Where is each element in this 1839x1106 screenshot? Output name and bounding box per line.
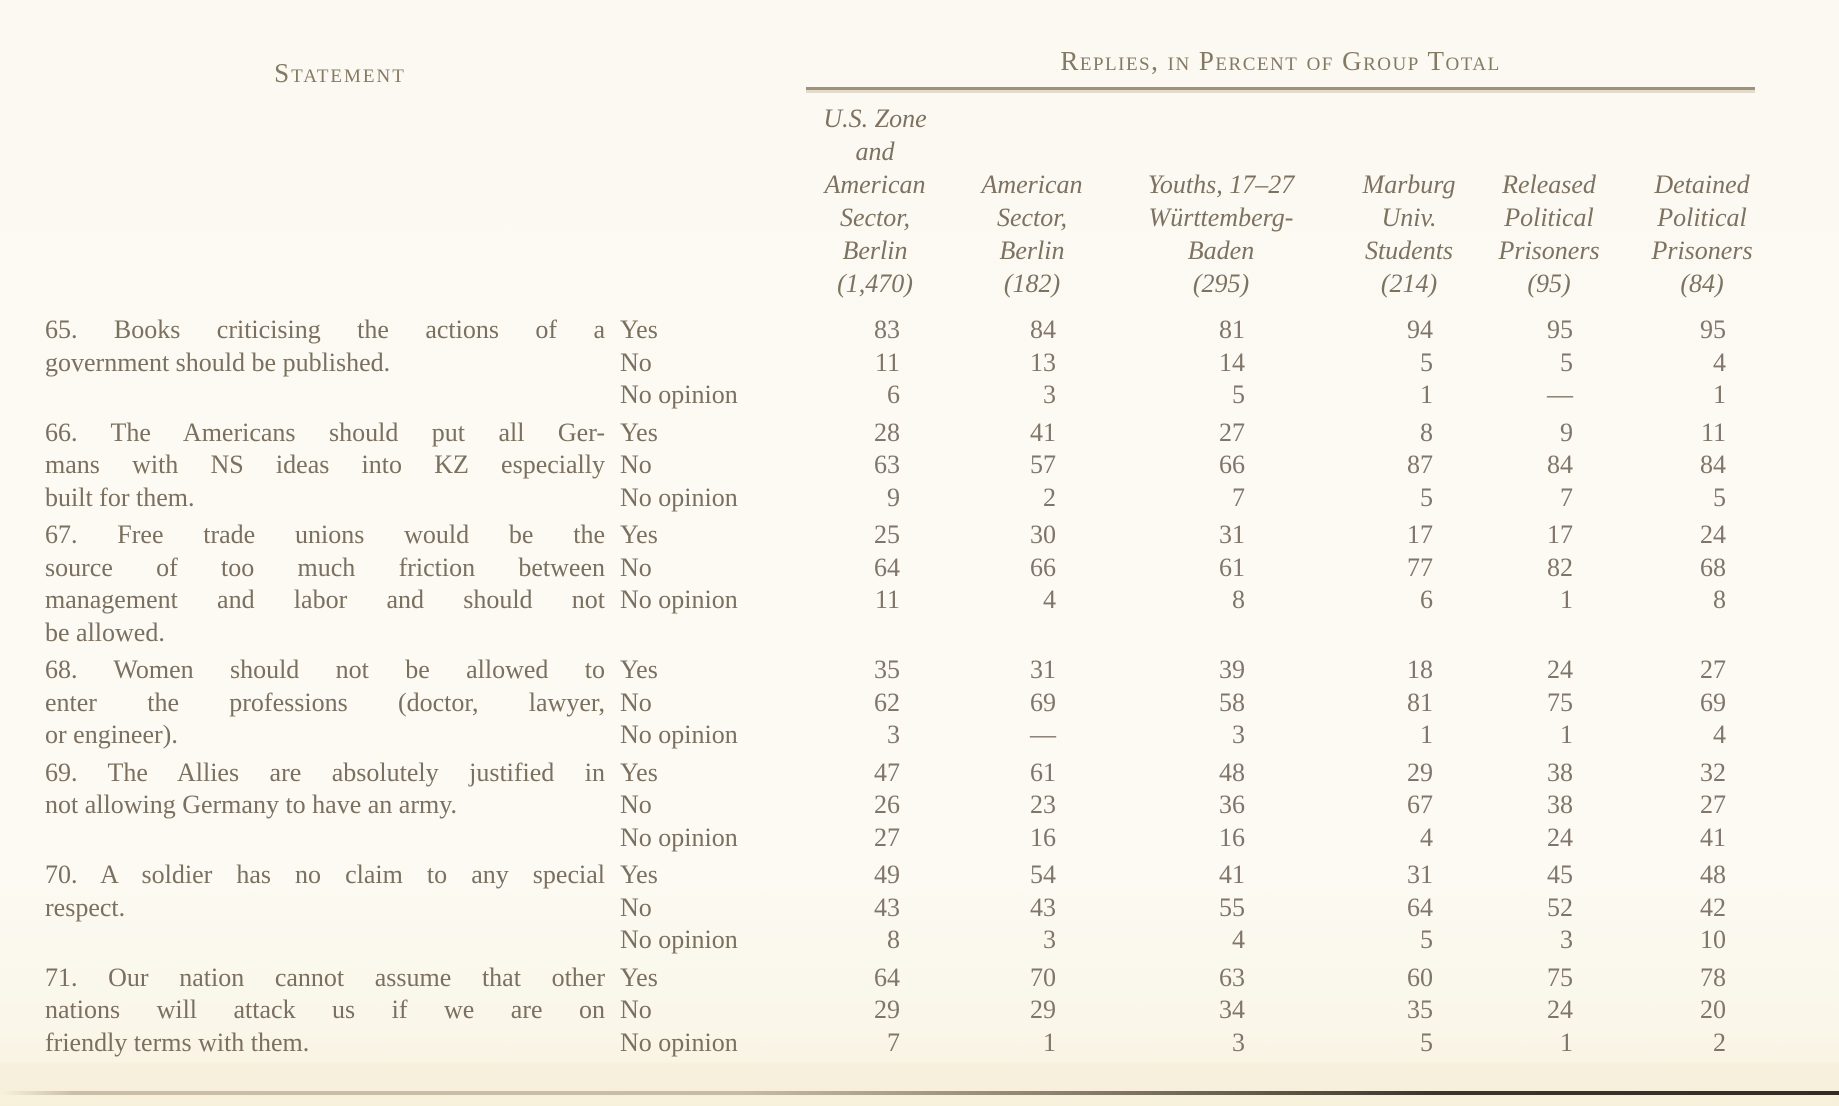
statement-text: Books criticising the actions of a: [113, 315, 606, 344]
column-header-line: (214): [1380, 269, 1438, 298]
value-yes: 31: [1219, 520, 1245, 549]
value-no: 26: [874, 790, 900, 819]
statement-line: not allowing Germany to have an army.: [45, 790, 458, 819]
column-header: [1096, 168, 1346, 300]
value-no_opinion: 1: [1713, 380, 1726, 409]
value-cell: [1470, 314, 1625, 412]
value-yes: 24: [1547, 655, 1573, 684]
value-yes: 48: [1700, 860, 1726, 889]
value-yes: 17: [1407, 520, 1433, 549]
value-cell: [790, 417, 960, 515]
response-labels-cell: [605, 859, 790, 957]
table-row: [0, 654, 1839, 752]
value-no_opinion: 4: [1713, 720, 1726, 749]
value-no_opinion: 4: [1420, 822, 1433, 852]
response-label: Yes: [620, 520, 658, 549]
value-cell: [790, 962, 960, 1060]
value-no_opinion: 5: [1420, 925, 1433, 954]
response-label: No opinion: [620, 720, 738, 749]
value-no: 66: [1219, 450, 1245, 479]
column-header-line: Sector,: [839, 203, 911, 232]
value-no_opinion: 1: [1560, 720, 1573, 749]
statement-number: 70.: [45, 860, 78, 889]
table-row: [0, 757, 1839, 855]
header-rule: [806, 87, 1755, 90]
value-no_opinion: 24: [1547, 822, 1573, 852]
column-header-line: Political: [1657, 203, 1747, 232]
statement-line: [45, 962, 605, 995]
statement-cell: [0, 962, 605, 1060]
statement-cell: [0, 519, 605, 649]
value-no: 62: [874, 687, 900, 717]
response-label: No: [620, 995, 652, 1024]
value-cell: [960, 859, 1105, 957]
value-cell: [1105, 314, 1330, 412]
value-no: 11: [874, 347, 900, 377]
value-no: 35: [1407, 995, 1433, 1024]
value-yes: 24: [1700, 520, 1726, 549]
value-no: 52: [1547, 892, 1573, 922]
value-yes: 28: [874, 417, 900, 447]
statement-text: Free trade unions would be the: [117, 520, 605, 549]
value-no: 64: [1407, 892, 1433, 922]
value-cell: [960, 757, 1105, 855]
value-yes: 78: [1700, 962, 1726, 992]
value-no_opinion: 7: [1232, 482, 1245, 512]
value-no: 29: [1030, 995, 1056, 1024]
value-no_opinion: 2: [1043, 482, 1056, 512]
value-yes: 48: [1219, 757, 1245, 787]
value-no_opinion: 3: [1560, 925, 1573, 954]
statement-cell: [0, 417, 605, 515]
column-header-line: American: [981, 170, 1083, 199]
response-labels-cell: [605, 314, 790, 412]
response-label: Yes: [620, 757, 658, 787]
table-row: [0, 962, 1839, 1060]
value-cell: [960, 519, 1105, 617]
value-yes: 83: [874, 315, 900, 344]
value-yes: 39: [1219, 655, 1245, 684]
statement-number: 65.: [45, 315, 78, 344]
value-yes: 64: [874, 962, 900, 992]
column-header-line: Württemberg-: [1148, 203, 1294, 232]
value-no_opinion: 3: [1043, 380, 1056, 409]
statement-text: The Americans should put all Ger-: [110, 417, 605, 447]
value-no: 84: [1700, 450, 1726, 479]
value-cell: [1470, 654, 1625, 752]
column-header-line: U.S. Zone: [823, 104, 927, 133]
statement-number: 68.: [45, 655, 78, 684]
column-header: [1607, 168, 1797, 300]
value-cell: [1105, 962, 1330, 1060]
statement-line: management and labor and should not: [45, 585, 605, 614]
column-header-line: Sector,: [996, 203, 1068, 232]
value-no_opinion: 41: [1700, 822, 1726, 852]
value-no: 57: [1030, 450, 1056, 479]
value-cell: [1330, 654, 1470, 752]
value-yes: 17: [1547, 520, 1573, 549]
value-cell: [1625, 859, 1780, 957]
value-no: 69: [1700, 687, 1726, 717]
value-yes: 31: [1407, 860, 1433, 889]
statement-text: Our nation cannot assume that other: [108, 962, 605, 992]
column-header-line: (95): [1527, 269, 1571, 298]
statement-line: [45, 859, 605, 892]
statement-line: enter the professions (doctor, lawyer,: [45, 687, 605, 717]
value-yes: 54: [1030, 860, 1056, 889]
value-yes: 47: [874, 757, 900, 787]
value-no: 61: [1219, 552, 1245, 582]
value-cell: [1330, 757, 1470, 855]
column-header-line: Political: [1504, 203, 1594, 232]
value-no: 43: [1030, 892, 1056, 922]
value-no_opinion: 3: [1043, 925, 1056, 954]
statement-line: mans with NS ideas into KZ especially: [45, 450, 605, 479]
value-no: 23: [1030, 790, 1056, 819]
value-no_opinion: 4: [1232, 925, 1245, 954]
statement-line: [45, 757, 605, 790]
value-cell: [1105, 757, 1330, 855]
value-no: 36: [1219, 790, 1245, 819]
value-no: 67: [1407, 790, 1433, 819]
statement-cell: [0, 859, 605, 924]
value-no_opinion: 1: [1560, 1027, 1573, 1057]
value-no_opinion: 8: [1232, 585, 1245, 614]
response-labels-cell: [605, 654, 790, 752]
value-cell: [960, 962, 1105, 1060]
value-no_opinion: 1: [1420, 720, 1433, 749]
statement-line: friendly terms with them.: [45, 1027, 310, 1057]
value-yes: 41: [1030, 417, 1056, 447]
response-label: No: [620, 450, 652, 479]
value-no_opinion: 16: [1030, 822, 1056, 852]
column-header-line: Univ.: [1381, 203, 1437, 232]
value-no_opinion: 10: [1700, 925, 1726, 954]
value-no: 58: [1219, 687, 1245, 717]
statement-line: or engineer).: [45, 720, 178, 749]
value-yes: 38: [1547, 757, 1573, 787]
response-label: No: [620, 687, 652, 717]
statement-number: 66.: [45, 417, 78, 447]
value-no_opinion: 7: [1560, 482, 1573, 512]
value-no_opinion: 3: [1232, 1027, 1245, 1057]
value-cell: [960, 417, 1105, 515]
value-no_opinion: 5: [1713, 482, 1726, 512]
statement-column-title: Statement: [274, 58, 406, 88]
value-no_opinion: 5: [1420, 482, 1433, 512]
response-label: Yes: [620, 860, 658, 889]
value-yes: 95: [1547, 315, 1573, 344]
value-no: 13: [1030, 347, 1056, 377]
column-header-line: Detained: [1654, 170, 1750, 199]
value-no: 69: [1030, 687, 1056, 717]
statement-text: Women should not be allowed to: [113, 655, 606, 684]
value-no: 4: [1713, 347, 1726, 377]
value-yes: 75: [1547, 962, 1573, 992]
column-header-line: Youths, 17–27: [1147, 170, 1295, 199]
statement-line: be allowed.: [45, 617, 165, 647]
value-yes: 63: [1219, 962, 1245, 992]
value-cell: [1330, 519, 1470, 617]
value-no_opinion: 2: [1713, 1027, 1726, 1057]
value-yes: 29: [1407, 757, 1433, 787]
value-cell: [960, 314, 1105, 412]
value-yes: 70: [1030, 962, 1056, 992]
value-cell: [1470, 417, 1625, 515]
column-header-line: and: [855, 137, 895, 166]
response-label: No opinion: [620, 1027, 738, 1057]
value-no: 20: [1700, 995, 1726, 1024]
value-cell: [1105, 417, 1330, 515]
column-header-line: Baden: [1187, 236, 1255, 265]
response-label: Yes: [620, 315, 658, 344]
statement-text: A soldier has no claim to any special: [100, 860, 605, 889]
response-label: No opinion: [620, 482, 738, 512]
column-header-line: Prisoners: [1498, 236, 1600, 265]
value-no_opinion: 5: [1232, 380, 1245, 409]
value-no: 84: [1547, 450, 1573, 479]
table-row: [0, 314, 1839, 412]
value-cell: [1105, 859, 1330, 957]
table-row: [0, 417, 1839, 515]
response-label: Yes: [620, 655, 658, 684]
response-labels-cell: [605, 417, 790, 515]
statement-text: The Allies are absolutely justified in: [107, 757, 606, 787]
value-no: 29: [874, 995, 900, 1024]
value-cell: [1330, 417, 1470, 515]
value-cell: [790, 859, 960, 957]
value-yes: 84: [1030, 315, 1056, 344]
value-no_opinion: —: [1547, 380, 1573, 409]
value-yes: 94: [1407, 315, 1433, 344]
value-no: 75: [1547, 687, 1573, 717]
value-yes: 25: [874, 520, 900, 549]
value-no: 27: [1700, 790, 1726, 819]
value-cell: [1470, 757, 1625, 855]
value-no_opinion: 5: [1420, 1027, 1433, 1057]
response-label: Yes: [620, 417, 658, 447]
response-label: No opinion: [620, 585, 738, 614]
value-yes: 9: [1560, 417, 1573, 447]
value-no: 43: [874, 892, 900, 922]
value-cell: [1625, 314, 1780, 412]
statement-number: 71.: [45, 962, 78, 992]
value-no_opinion: 4: [1043, 585, 1056, 614]
value-yes: 41: [1219, 860, 1245, 889]
value-no: 64: [874, 552, 900, 582]
statement-line: [45, 654, 605, 687]
value-no: 14: [1219, 347, 1245, 377]
value-yes: 11: [1700, 417, 1726, 447]
page-bottom-rule: [0, 1091, 1839, 1095]
column-header-line: Prisoners: [1651, 236, 1753, 265]
column-header-line: American: [824, 170, 926, 199]
value-no_opinion: 1: [1043, 1027, 1056, 1057]
value-cell: [1625, 757, 1780, 855]
column-header-line: Marburg: [1362, 170, 1456, 199]
value-no_opinion: 7: [887, 1027, 900, 1057]
response-labels-cell: [605, 757, 790, 855]
value-yes: 60: [1407, 962, 1433, 992]
page-bottom-band: [0, 1063, 1839, 1091]
column-header-line: (182): [1003, 269, 1061, 298]
value-yes: 45: [1547, 860, 1573, 889]
column-header-line: Students: [1364, 236, 1454, 265]
value-cell: [1470, 962, 1625, 1060]
column-header-line: Berlin: [999, 236, 1065, 265]
value-cell: [1330, 962, 1470, 1060]
statement-line: government should be published.: [45, 347, 391, 377]
value-no: 5: [1560, 347, 1573, 377]
value-yes: 32: [1700, 757, 1726, 787]
value-cell: [1625, 962, 1780, 1060]
value-yes: 35: [874, 655, 900, 684]
value-no_opinion: 16: [1219, 822, 1245, 852]
statement-number: 69.: [45, 757, 78, 787]
value-no_opinion: 11: [874, 585, 900, 614]
value-cell: [1470, 519, 1625, 617]
response-label: No opinion: [620, 380, 738, 409]
value-no_opinion: 9: [887, 482, 900, 512]
statement-cell: [0, 654, 605, 752]
response-label: Yes: [620, 962, 658, 992]
value-yes: 49: [874, 860, 900, 889]
value-no_opinion: 8: [1713, 585, 1726, 614]
statement-line: nations will attack us if we are on: [45, 995, 605, 1024]
value-cell: [790, 314, 960, 412]
response-label: No: [620, 790, 652, 819]
value-cell: [790, 519, 960, 617]
value-no: 81: [1407, 687, 1433, 717]
response-labels-cell: [605, 962, 790, 1060]
value-no_opinion: 1: [1560, 585, 1573, 614]
value-no_opinion: 1: [1420, 380, 1433, 409]
value-cell: [1625, 519, 1780, 617]
statement-line: respect.: [45, 892, 126, 922]
table-row: [0, 859, 1839, 957]
statement-line: built for them.: [45, 482, 195, 512]
column-header-line: (84): [1680, 269, 1724, 298]
value-cell: [1470, 859, 1625, 957]
value-cell: [1625, 654, 1780, 752]
value-no_opinion: —: [1030, 720, 1056, 749]
value-yes: 18: [1407, 655, 1433, 684]
statement-cell: [0, 314, 605, 379]
table-row: [0, 519, 1839, 649]
value-cell: [790, 757, 960, 855]
statement-line: source of too much friction between: [45, 552, 605, 582]
replies-section-title: Replies, in Percent of Group Total: [1060, 46, 1501, 76]
statement-cell: [0, 757, 605, 822]
value-cell: [790, 654, 960, 752]
value-no: 55: [1219, 892, 1245, 922]
column-header-line: Released: [1502, 170, 1596, 199]
column-header-line: (1,470): [837, 269, 913, 298]
statement-line: [45, 417, 605, 450]
value-no: 38: [1547, 790, 1573, 819]
value-yes: 27: [1700, 655, 1726, 684]
column-header: [947, 168, 1117, 300]
value-yes: 8: [1420, 417, 1433, 447]
value-yes: 27: [1219, 417, 1245, 447]
value-no_opinion: 6: [1420, 585, 1433, 614]
value-no: 68: [1700, 552, 1726, 582]
value-no_opinion: 8: [887, 925, 900, 954]
statement-line: [45, 519, 605, 552]
value-yes: 30: [1030, 520, 1056, 549]
response-labels-cell: [605, 519, 790, 617]
value-no_opinion: 6: [887, 380, 900, 409]
value-cell: [1105, 519, 1330, 617]
value-no: 77: [1407, 552, 1433, 582]
response-label: No opinion: [620, 925, 738, 954]
value-yes: 81: [1219, 315, 1245, 344]
column-header-line: (295): [1192, 269, 1250, 298]
value-yes: 95: [1700, 315, 1726, 344]
value-cell: [960, 654, 1105, 752]
value-no_opinion: 27: [874, 822, 900, 852]
value-no: 82: [1547, 552, 1573, 582]
response-label: No opinion: [620, 822, 738, 852]
value-no: 34: [1219, 995, 1245, 1024]
value-cell: [1625, 417, 1780, 515]
value-no: 42: [1700, 892, 1726, 922]
table-rows: [0, 314, 1839, 1064]
value-no: 87: [1407, 450, 1433, 479]
response-label: No: [620, 347, 652, 377]
value-yes: 31: [1030, 655, 1056, 684]
value-no: 24: [1547, 995, 1573, 1024]
statement-number: 67.: [45, 520, 78, 549]
value-no_opinion: 3: [887, 720, 900, 749]
value-no_opinion: 3: [1232, 720, 1245, 749]
value-no: 66: [1030, 552, 1056, 582]
column-header-line: Berlin: [842, 236, 908, 265]
value-cell: [1330, 314, 1470, 412]
column-header: [780, 102, 970, 300]
value-no: 63: [874, 450, 900, 479]
value-yes: 61: [1030, 757, 1056, 787]
value-no: 5: [1420, 347, 1433, 377]
value-cell: [1330, 859, 1470, 957]
response-label: No: [620, 552, 652, 582]
value-cell: [1105, 654, 1330, 752]
statement-line: [45, 314, 605, 347]
response-label: No: [620, 892, 652, 922]
